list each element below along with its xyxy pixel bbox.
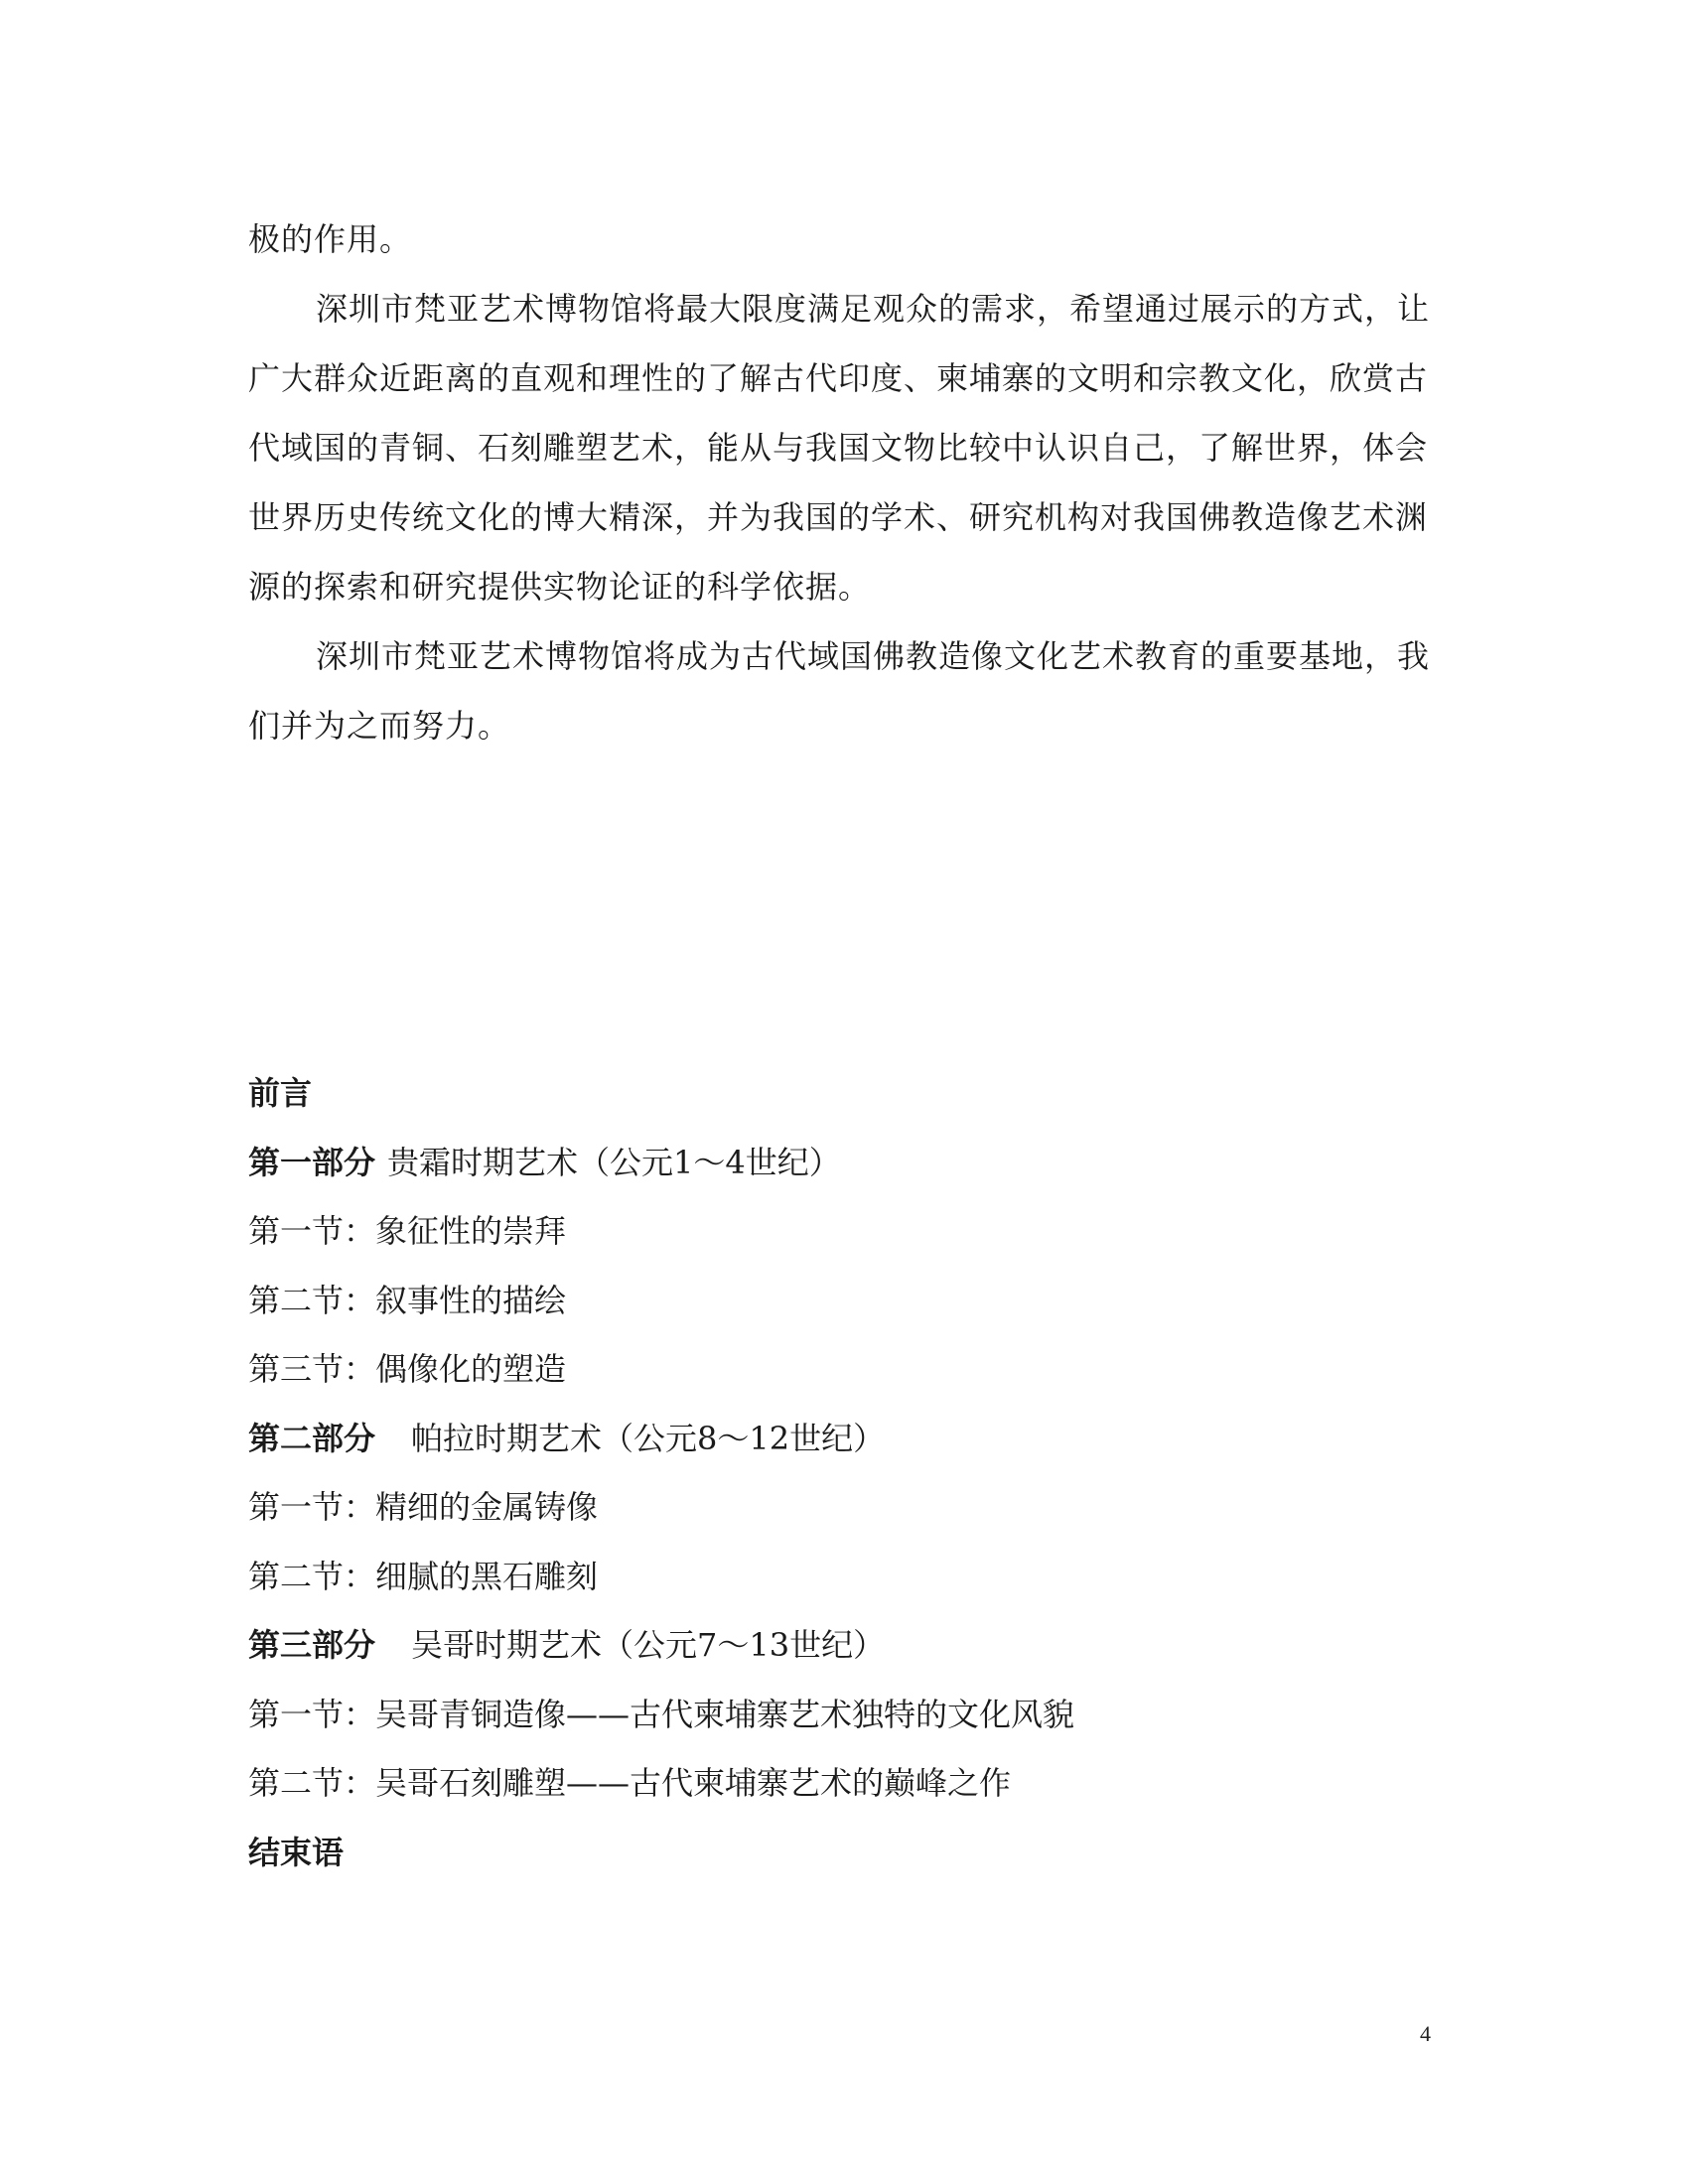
- body-text: [248, 205, 1435, 760]
- paragraph-continuation: 极的作用。: [248, 220, 413, 258]
- paragraph-museum-mission: 深圳市梵亚艺术博物馆将成为古代域国佛教造像文化艺术教育的重要基地，我们并为之而努力。: [248, 637, 1431, 745]
- toc-section: 第二节：细腻的黑石雕刻: [248, 1557, 599, 1595]
- table-of-contents: [248, 1059, 1440, 1887]
- toc-section: 第二节：叙事性的描绘: [248, 1281, 567, 1319]
- toc-section: 第一节：象征性的崇拜: [248, 1212, 567, 1250]
- toc-section: 第一节：吴哥青铜造像——古代柬埔寨艺术独特的文化风貌: [248, 1695, 1075, 1733]
- toc-part-2-label: 第二部分: [248, 1419, 376, 1457]
- toc-part-3-label: 第三部分: [248, 1626, 376, 1664]
- toc-conclusion: 结束语: [248, 1833, 345, 1871]
- page-number: 4: [1420, 2021, 1431, 2046]
- toc-part-1: [248, 1129, 1440, 1198]
- toc-part-3: [248, 1611, 1440, 1681]
- toc-preface: 前言: [248, 1074, 313, 1112]
- toc-part-1-title: 贵霜时期艺术（公元1～4世纪）: [387, 1143, 841, 1181]
- toc-section: 第一节：精细的金属铸像: [248, 1488, 599, 1526]
- toc-section: 第二节：吴哥石刻雕塑——古代柬埔寨艺术的巅峰之作: [248, 1764, 1012, 1802]
- toc-part-3-title: 吴哥时期艺术（公元7～13世纪）: [411, 1626, 886, 1664]
- paragraph-museum-goals: 深圳市梵亚艺术博物馆将最大限度满足观众的需求，希望通过展示的方式，让广大群众近距离的直观和理性的了解古代印度、柬埔寨的文明和宗教文化，欣赏古代域国的青铜、石刻雕塑艺术，能从与我国文物比较中认识自己，了解世界，体会世界历史传统文化的博大精深，并为我国的学术、研究机构对我国佛教造像艺术渊源的探索和研究提供实物论证的科学依据。: [248, 290, 1431, 606]
- toc-part-2-title: 帕拉时期艺术（公元8～12世纪）: [411, 1419, 886, 1457]
- toc-part-2: [248, 1405, 1440, 1474]
- toc-section: 第三节：偶像化的塑造: [248, 1350, 567, 1388]
- toc-part-1-label: 第一部分: [248, 1143, 376, 1181]
